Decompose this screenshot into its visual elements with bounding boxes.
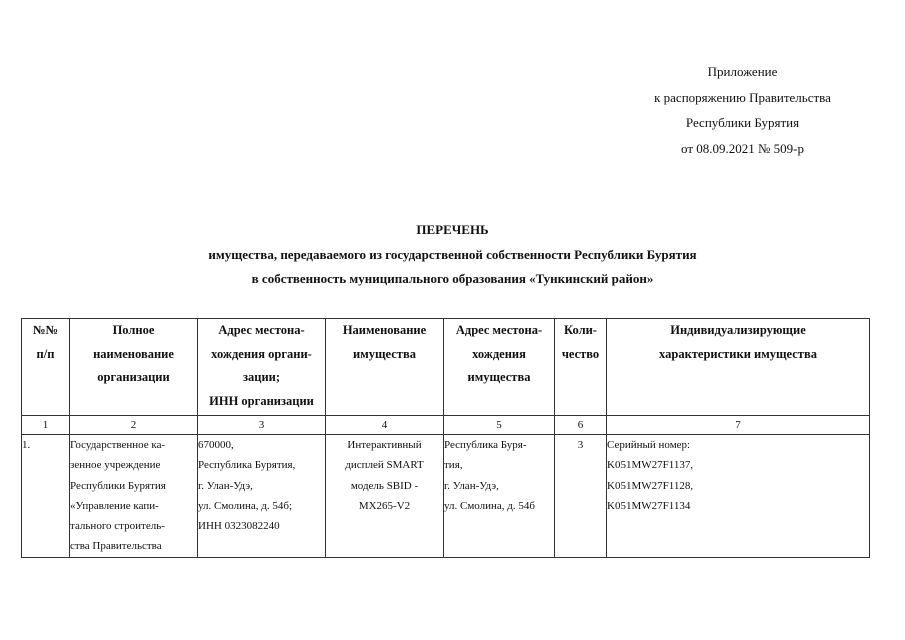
appendix-line-1: Приложение (707, 64, 778, 79)
header-quantity: Коли- чество (555, 319, 607, 416)
header-property-address: Адрес местона- хождения имущества (444, 319, 555, 416)
org-name-cell: Государственное ка- зенное учреждение Республики Бурятия «Управление капи- тального строитель- ства Правительства (70, 435, 198, 558)
appendix-line-4: от 08.09.2021 № 509-р (681, 140, 804, 156)
row-number: 1. (22, 435, 70, 558)
column-number: 4 (326, 416, 444, 435)
characteristics-cell: Серийный номер: K051MW27F1137, K051MW27F1128, K051MW27F1134 (607, 435, 870, 558)
column-number: 5 (444, 416, 555, 435)
appendix-block (600, 59, 885, 161)
document-title (20, 218, 885, 292)
org-address-cell: 670000, Республика Бурятия, г. Улан-Удэ, ул. Смолина, д. 54б; ИНН 0323082240 (198, 435, 326, 558)
column-number-row (22, 416, 870, 435)
title-heading: ПЕРЕЧЕНЬ (416, 222, 489, 237)
column-number: 2 (70, 416, 198, 435)
title-line-2: имущества, передаваемого из государственной собственности Республики Бурятия (208, 246, 697, 262)
header-number: №№ п/п (22, 319, 70, 416)
title-line-3: в собственность муниципального образования «Тункинский район» (251, 271, 654, 286)
property-table (21, 318, 870, 558)
column-number: 7 (607, 416, 870, 435)
table-row (22, 435, 870, 558)
quantity-cell: 3 (555, 435, 607, 558)
appendix-line-2: к распоряжению Правительства (654, 89, 831, 105)
column-number: 6 (555, 416, 607, 435)
column-number: 3 (198, 416, 326, 435)
appendix-line-3: Республики Бурятия (685, 115, 800, 130)
property-address-cell: Республика Буря- тия, г. Улан-Удэ, ул. Смолина, д. 54б (444, 435, 555, 558)
header-property-name: Наименование имущества (326, 319, 444, 416)
header-org-address: Адрес местона- хождения органи- зации; ИНН организации (198, 319, 326, 416)
header-org-name: Полное наименование организации (70, 319, 198, 416)
column-number: 1 (22, 416, 70, 435)
header-characteristics: Индивидуализирующие характеристики имущества (607, 319, 870, 416)
table-header-row (22, 319, 870, 416)
property-name-cell: Интерактивный дисплей SMART модель SBID - MX265-V2 (326, 435, 444, 558)
